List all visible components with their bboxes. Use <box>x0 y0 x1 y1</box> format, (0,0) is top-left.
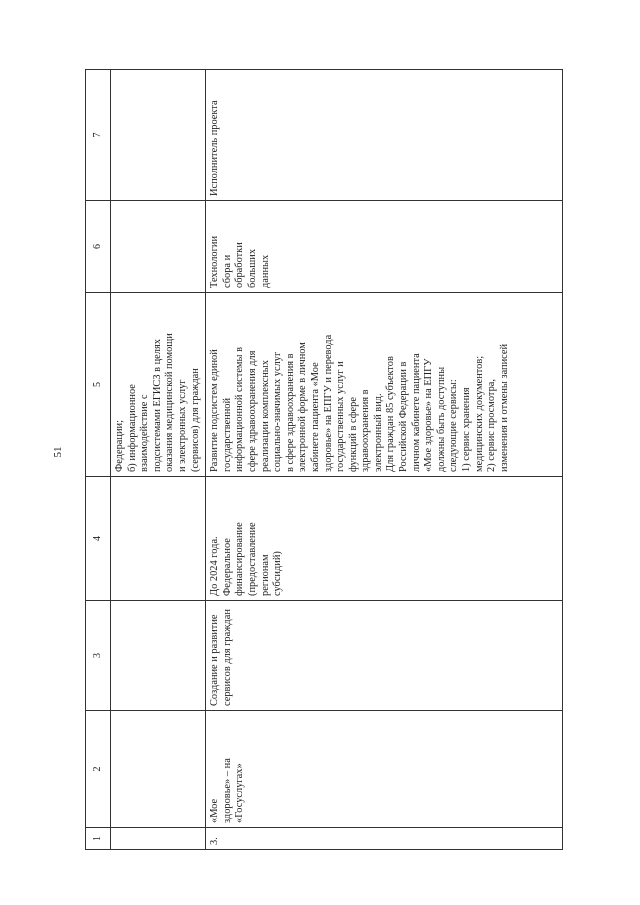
goal-cell: Создание и развитие сервисов для граждан <box>206 601 563 711</box>
column-number: 4 <box>86 477 111 601</box>
table-cell <box>111 711 206 828</box>
table-cell <box>111 70 206 201</box>
continued-description-cell: Федерации; б) информационное взаимодействие с подсистемами ЕГИСЗ в целях оказания медицинской помощи и электронных услуг (сервисов) для граждан <box>111 293 206 477</box>
technologies-cell: Технологии сбора и обработки больших данных <box>206 201 563 293</box>
page-number: 51 <box>52 446 64 458</box>
column-number: 5 <box>86 293 111 477</box>
description-cell: Развитие подсистем единой государственной информационной системы в сфере здравоохранения для реализации комплексных социально-значимых услуг в сфере здравоохранения в электронной форме в личном кабинете пациента «Мое здоровье» на ЕПГУ и перевода государственных услуг и функций в сфере здравоохранения в электронный вид. Для граждан 85 субъектов Российской Федерации в личном кабинете пациента «Мое здоровье» на ЕПГУ должны быть доступны следующие сервисы: 1) сервис хранения медицинских документов; 2) сервис просмотра, изменения и отмены записей <box>206 293 563 477</box>
project-table <box>85 69 563 850</box>
row-number-cell: 3. <box>206 828 563 850</box>
column-number: 2 <box>86 711 111 828</box>
project-name-cell: «Мое здоровье» – на «Госуслугах» <box>206 711 563 828</box>
executor-cell: Исполнитель проекта <box>206 70 563 201</box>
column-number: 7 <box>86 70 111 201</box>
rotated-table-wrapper <box>85 70 563 850</box>
table-cell <box>111 477 206 601</box>
column-number: 6 <box>86 201 111 293</box>
table-cell <box>111 601 206 711</box>
continued-row <box>111 70 206 850</box>
column-number: 1 <box>86 828 111 850</box>
table-cell <box>111 201 206 293</box>
table-cell <box>111 828 206 850</box>
table-row-3 <box>206 70 563 850</box>
column-number-row <box>86 70 111 850</box>
column-number: 3 <box>86 601 111 711</box>
deadline-financing-cell: До 2024 года. Федеральное финансирование (предоставление регионам субсидий) <box>206 477 563 601</box>
